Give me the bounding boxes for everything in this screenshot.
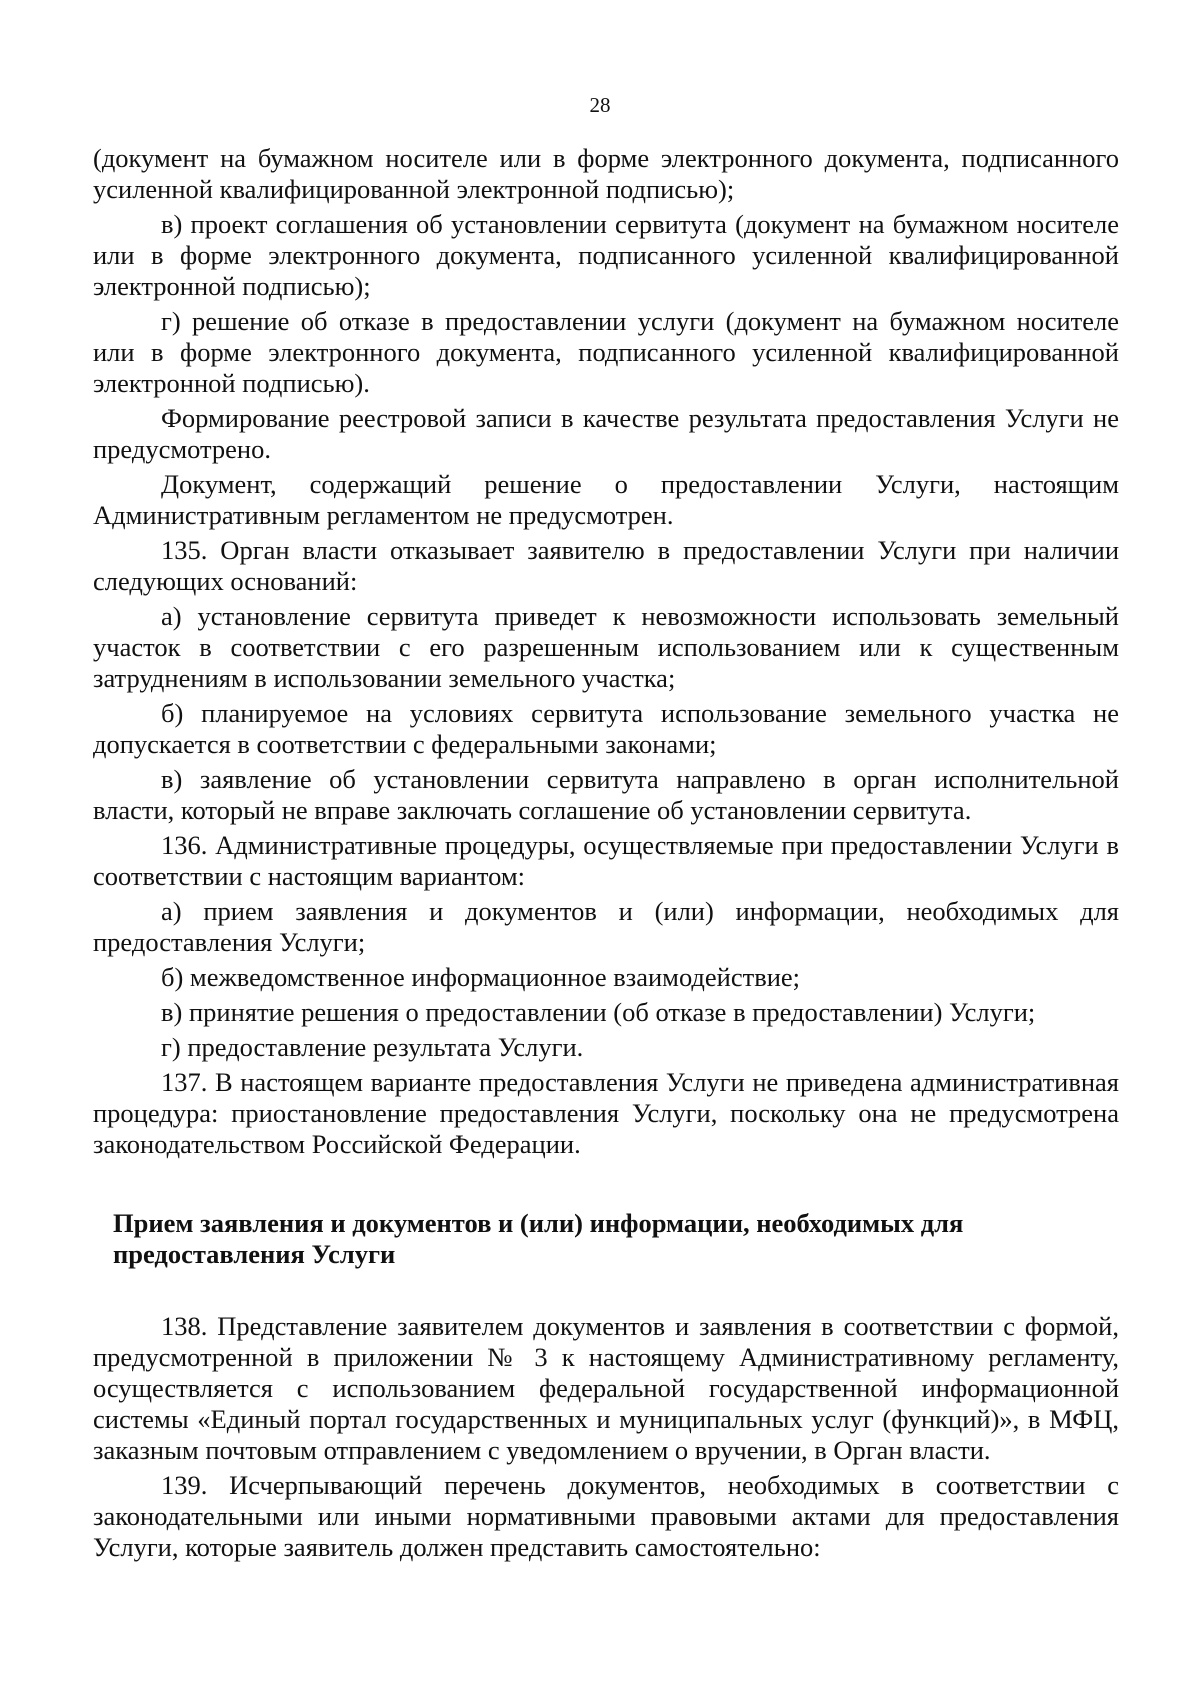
paragraph: в) принятие решения о предоставлении (об отказе в предоставлении) Услуги;: [161, 997, 1036, 1027]
section-heading-line-2: предоставления Услуги: [113, 1239, 396, 1269]
section-heading: [93, 1208, 1119, 1270]
document-body: [93, 143, 1119, 1563]
paragraph: г) решение об отказе в предоставлении услуги (документ на бумажном носителе или в форме электронного документа, подписанного усиленной квалифицированной электронной подписью).: [93, 306, 1119, 398]
paragraph: а) прием заявления и документов и (или) информации, необходимых для предоставления Услуги;: [93, 896, 1119, 957]
paragraph: (документ на бумажном носителе или в форме электронного документа, подписанного усиленной квалифицированной электронной подписью);: [93, 143, 1119, 204]
paragraph: б) планируемое на условиях сервитута использование земельного участка не допускается в соответствии с федеральными законами;: [93, 698, 1119, 759]
page-number: 28: [589, 93, 611, 117]
paragraph: Формирование реестровой записи в качестве результата предоставления Услуги не предусмотрено.: [93, 403, 1119, 464]
section-heading-line-1: Прием заявления и документов и (или) информации, необходимых для: [113, 1208, 964, 1238]
paragraph: 138. Представление заявителем документов и заявления в соответствии с формой, предусмотренной в приложении № 3 к настоящему Административному регламенту, осуществляется с использованием федеральной государственной информационной системы «Единый портал государственных и муниципальных услуг (функций)», в МФЦ, заказным почтовым отправлением с уведомлением о вручении, в Орган власти.: [93, 1311, 1119, 1465]
paragraph: 139. Исчерпывающий перечень документов, необходимых в соответствии с законодательными или иными нормативными правовыми актами для предоставления Услуги, которые заявитель должен представить самостоятельно:: [93, 1470, 1119, 1562]
paragraph: б) межведомственное информационное взаимодействие;: [161, 962, 801, 992]
paragraph: 135. Орган власти отказывает заявителю в предоставлении Услуги при наличии следующих оснований:: [93, 535, 1119, 596]
paragraph: в) заявление об установлении сервитута направлено в орган исполнительной власти, который не вправе заключать соглашение об установлении сервитута.: [93, 764, 1119, 825]
paragraph: 137. В настоящем варианте предоставления Услуги не приведена административная процедура: приостановление предоставления Услуги, поскольку она не предусмотрена законодательством Российской Федерации.: [93, 1067, 1119, 1159]
paragraph: Документ, содержащий решение о предоставлении Услуги, настоящим Административным регламентом не предусмотрен.: [93, 469, 1119, 530]
paragraph: в) проект соглашения об установлении сервитута (документ на бумажном носителе или в форме электронного документа, подписанного усиленной квалифицированной электронной подписью);: [93, 209, 1119, 301]
paragraph: г) предоставление результата Услуги.: [161, 1032, 584, 1062]
paragraph: а) установление сервитута приведет к невозможности использовать земельный участок в соответствии с его разрешенным использованием или к существенным затруднениям в использовании земельного участка;: [93, 601, 1119, 693]
paragraph: 136. Административные процедуры, осуществляемые при предоставлении Услуги в соответствии с настоящим вариантом:: [93, 830, 1119, 891]
